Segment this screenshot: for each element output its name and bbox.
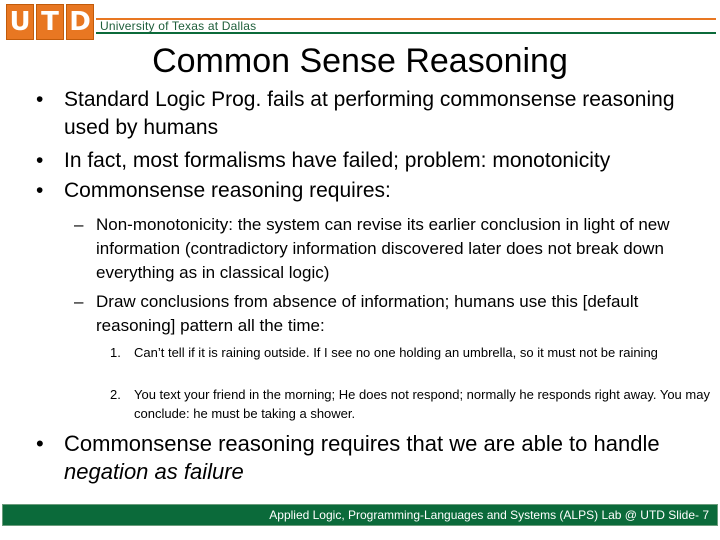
sub-bullet-text: Non-monotonicity: the system can revise its earlier conclusion in light of new information (contradictory information discovered later does not break down everything as in classical logic) bbox=[96, 215, 670, 282]
slide-header bbox=[0, 0, 720, 44]
item-text: Can’t tell if it is raining outside. If I see no one holding an umbrella, so it must not be raining bbox=[134, 345, 658, 360]
item-text: You text your friend in the morning; He does not respond; normally he responds right away. You may conclude: he must be taking a shower. bbox=[134, 387, 710, 421]
bullet-dot: • bbox=[36, 179, 44, 202]
bullet-plain-text: Commonsense reasoning requires that we are able to handle bbox=[64, 431, 660, 456]
bullet-emphasis: negation as failure bbox=[64, 459, 244, 484]
slide-title: Common Sense Reasoning bbox=[152, 42, 568, 80]
bullet-text: In fact, most formalisms have failed; problem: monotonicity bbox=[64, 149, 611, 172]
bullet-text bbox=[64, 430, 720, 486]
sub-bullet-text: Draw conclusions from absence of information; humans use this [default reasoning] pattern all the time: bbox=[96, 292, 639, 335]
footer-text: Applied Logic, Programming-Languages and Systems (ALPS) Lab @ UTD Slide- 7 bbox=[269, 508, 709, 522]
dash-marker: – bbox=[74, 292, 84, 311]
bullet-text: Commonsense reasoning requires: bbox=[64, 179, 391, 202]
bullet-dot: • bbox=[36, 149, 44, 172]
utd-logo bbox=[6, 4, 94, 40]
logo-letter-d: D bbox=[66, 4, 94, 40]
university-name: University of Texas at Dallas bbox=[100, 19, 257, 33]
dash-marker: – bbox=[74, 215, 84, 234]
bullet-dot: • bbox=[36, 431, 44, 456]
bullet-dot: • bbox=[36, 88, 44, 111]
logo-letter-u: U bbox=[6, 4, 34, 40]
logo-letter-t: T bbox=[36, 4, 64, 40]
bullet-text: Standard Logic Prog. fails at performing commonsense reasoning used by humans bbox=[64, 88, 675, 139]
item-number: 1. bbox=[110, 345, 121, 360]
slide-footer bbox=[2, 504, 718, 526]
item-number: 2. bbox=[110, 387, 121, 402]
